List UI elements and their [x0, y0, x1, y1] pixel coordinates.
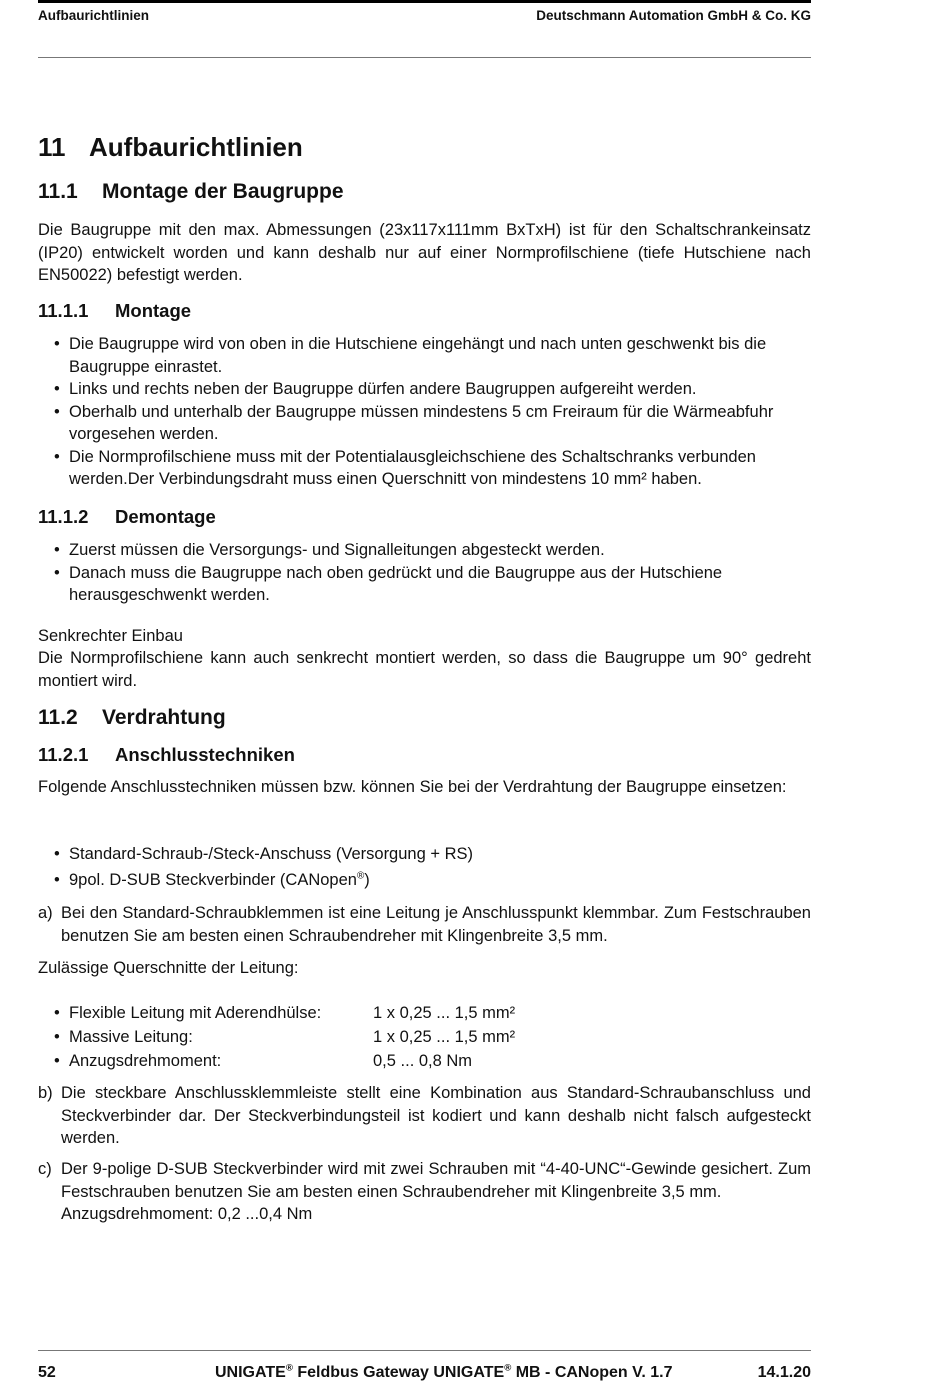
vertical-mount-title: Senkrechter Einbau: [38, 627, 183, 645]
item-a: [38, 902, 811, 947]
spec-label: Flexible Leitung mit Aderendhülse:: [69, 1004, 322, 1022]
chapter-title: Aufbaurichtlinien: [89, 132, 303, 162]
footer-date: 14.1.20: [757, 1364, 811, 1381]
connection-type-list: [54, 843, 811, 891]
subsection-heading-11-2-1: [38, 744, 295, 766]
item-text: Der 9-polige D-SUB Steckverbinder wird mit zwei Schrauben mit “4-40-UNC“-Gewinde gesichert. Zum Festschrauben benutzen Sie am besten einen Schraubendreher mit Klingenbreite 3,5 mm.: [61, 1160, 811, 1201]
document-page: [38, 0, 811, 1398]
spec-label: Massive Leitung:: [69, 1028, 193, 1046]
list-item: • Danach muss die Baugruppe nach oben gedrückt und die Baugruppe aus der Hutschiene herausgeschwenkt werden.: [54, 562, 811, 607]
section-heading-11-1: [38, 180, 344, 204]
header-right: Deutschmann Automation GmbH & Co. KG: [536, 8, 811, 23]
demontage-bullet-list: [54, 539, 811, 607]
list-item: • Die Baugruppe wird von oben in die Hutschiene eingehängt und nach unten geschwenkt bis die Baugruppe einrastet.: [54, 333, 811, 378]
subsection-number: 11.1.2: [38, 506, 89, 527]
spec-label: Anzugsdrehmoment:: [69, 1052, 222, 1070]
chapter-number: 11: [38, 132, 66, 162]
chapter-heading: [38, 132, 303, 163]
item-marker: a): [38, 904, 53, 922]
cross-section-title: Zulässige Querschnitte der Leitung:: [38, 959, 299, 977]
spec-row: [54, 1049, 811, 1073]
subsection-title: Demontage: [115, 506, 216, 527]
section-11-1-paragraph: Die Baugruppe mit den max. Abmessungen (23x117x111mm BxTxH) ist für den Schaltschrankeinsatz (IP20) entwickelt worden und kann deshalb nur auf einer Normprofilschiene (tiefe Hutschiene nach EN50022) befestigt werden.: [38, 221, 811, 284]
item-c: [38, 1158, 811, 1226]
subsection-heading-11-1-1: [38, 300, 191, 322]
item-marker: b): [38, 1084, 53, 1102]
registered-mark: ®: [356, 870, 365, 881]
list-item: • Oberhalb und unterhalb der Baugruppe müssen mindestens 5 cm Freiraum für die Wärmeabfuhr vorgesehen werden.: [54, 401, 811, 446]
subsection-heading-11-1-2: [38, 506, 216, 528]
section-title: Verdrahtung: [102, 706, 226, 729]
registered-mark: ®: [285, 1362, 293, 1374]
list-item: • Links und rechts neben der Baugruppe dürfen andere Baugruppen aufgereiht werden.: [54, 378, 811, 401]
list-item: • 9pol. D-SUB Steckverbinder (CANopen®): [54, 869, 811, 892]
spec-value: 1 x 0,25 ... 1,5 mm²: [373, 1028, 516, 1046]
spec-row: [54, 1025, 811, 1049]
spec-value: 0,5 ... 0,8 Nm: [373, 1052, 473, 1070]
montage-bullet-list: [54, 333, 811, 491]
header-top-rule: [38, 0, 811, 3]
item-marker: c): [38, 1160, 52, 1178]
spec-value: 1 x 0,25 ... 1,5 mm²: [373, 1004, 516, 1022]
spec-row: [54, 1001, 811, 1025]
list-item: • Standard-Schraub-/Steck-Anschuss (Versorgung + RS): [54, 843, 811, 866]
list-item: • Zuerst müssen die Versorgungs- und Signalleitungen abgesteckt werden.: [54, 539, 811, 562]
header-left: Aufbaurichtlinien: [38, 8, 149, 23]
registered-mark: ®: [504, 1362, 512, 1374]
cross-section-list: [54, 1001, 811, 1073]
subsection-title: Montage: [115, 300, 192, 321]
footer-rule: [38, 1350, 811, 1351]
vertical-mount-text: Die Normprofilschiene kann auch senkrecht montiert werden, so dass die Baugruppe um 90° gedreht montiert wird.: [38, 649, 811, 690]
section-heading-11-2: [38, 706, 226, 730]
footer-title: UNIGATE® Feldbus Gateway UNIGATE® MB - CANopen V. 1.7: [215, 1362, 673, 1381]
list-item: • Die Normprofilschiene muss mit der Potentialausgleichschiene des Schaltschranks verbunden werden.Der Verbindungsdraht muss einen Querschnitt von mindestens 10 mm² haben.: [54, 446, 811, 491]
header-rule: [38, 57, 811, 58]
section-number: 11.1: [38, 180, 78, 203]
item-b: [38, 1082, 811, 1150]
item-text: Bei den Standard-Schraubklemmen ist eine Leitung je Anschlusspunkt klemmbar. Zum Festschrauben benutzen Sie am besten einen Schraubendreher mit Klingenbreite 3,5 mm.: [61, 904, 811, 945]
subsection-title: Anschlusstechniken: [115, 744, 295, 765]
section-number: 11.2: [38, 706, 78, 729]
subsection-number: 11.2.1: [38, 744, 89, 765]
subsection-number: 11.1.1: [38, 300, 89, 321]
item-torque: Anzugsdrehmoment: 0,2 ...0,4 Nm: [61, 1205, 313, 1223]
item-text: Die steckbare Anschlussklemmleiste stellt eine Kombination aus Standard-Schraubanschluss und Steckverbinder dar. Der Steckverbindungsteil ist kodiert und kann deshalb nicht falsch aufgesteckt werden.: [61, 1084, 811, 1147]
section-title: Montage der Baugruppe: [102, 180, 344, 203]
anschluss-intro: Folgende Anschlusstechniken müssen bzw. können Sie bei der Verdrahtung der Baugruppe einsetzen:: [38, 778, 787, 796]
page-number: 52: [38, 1364, 56, 1381]
